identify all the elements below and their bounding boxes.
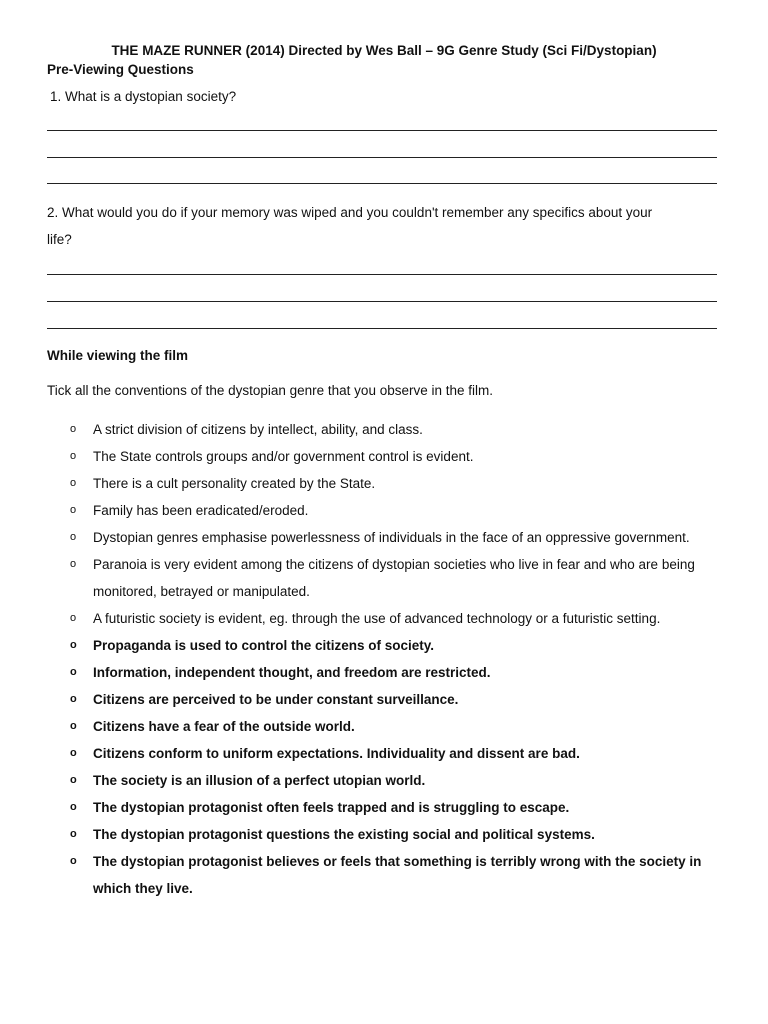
convention-text: The dystopian protagonist believes or feels that something is terribly wrong with the society in which they live.	[93, 854, 702, 896]
convention-item[interactable]	[0, 740, 768, 767]
convention-item[interactable]	[0, 416, 768, 443]
convention-text: A strict division of citizens by intellect, ability, and class.	[93, 422, 423, 437]
convention-text: The dystopian protagonist often feels trapped and is struggling to escape.	[93, 800, 570, 815]
convention-item[interactable]	[0, 497, 768, 524]
answer-line-q1-3[interactable]	[47, 183, 717, 184]
checkbox-bullet-icon: o	[70, 693, 77, 705]
convention-item[interactable]	[0, 713, 768, 740]
convention-item[interactable]	[0, 443, 768, 470]
checkbox-bullet-icon: o	[70, 720, 77, 732]
checkbox-bullet-icon: o	[70, 801, 77, 813]
answer-line-q2-2[interactable]	[47, 301, 717, 302]
checkbox-bullet-icon: o	[70, 639, 77, 651]
checkbox-bullet-icon: o	[70, 828, 77, 840]
worksheet-title: THE MAZE RUNNER (2014) Directed by Wes Ball – 9G Genre Study (Sci Fi/Dystopian)	[111, 43, 657, 58]
convention-item[interactable]	[0, 794, 768, 821]
convention-text: Information, independent thought, and freedom are restricted.	[93, 665, 491, 680]
checkbox-bullet-icon: o	[70, 666, 77, 678]
convention-text: Dystopian genres emphasise powerlessness of individuals in the face of an oppressive government.	[93, 530, 690, 545]
question-2-line-1: 2. What would you do if your memory was wiped and you couldn't remember any specifics about your	[47, 205, 653, 220]
convention-item[interactable]	[0, 821, 768, 848]
pre-viewing-heading: Pre-Viewing Questions	[47, 62, 194, 77]
checkbox-bullet-icon: o	[70, 477, 77, 489]
convention-item[interactable]	[0, 605, 768, 632]
checkbox-bullet-icon: o	[70, 612, 77, 624]
convention-item[interactable]	[0, 659, 768, 686]
answer-line-q1-2[interactable]	[47, 157, 717, 158]
checkbox-bullet-icon: o	[70, 450, 77, 462]
convention-item[interactable]	[0, 848, 768, 902]
convention-text: There is a cult personality created by the State.	[93, 476, 376, 491]
convention-item[interactable]	[0, 524, 768, 551]
convention-text: Propaganda is used to control the citizens of society.	[93, 638, 435, 653]
checkbox-bullet-icon: o	[70, 747, 77, 759]
convention-item[interactable]	[0, 632, 768, 659]
convention-text: Family has been eradicated/eroded.	[93, 503, 309, 518]
checkbox-bullet-icon: o	[70, 855, 77, 867]
answer-line-q2-3[interactable]	[47, 328, 717, 329]
conventions-checklist	[0, 416, 768, 902]
convention-text: The dystopian protagonist questions the existing social and political systems.	[93, 827, 595, 842]
instruction-text: Tick all the conventions of the dystopian genre that you observe in the film.	[47, 383, 494, 398]
convention-item[interactable]	[0, 551, 768, 605]
convention-text: A futuristic society is evident, eg. through the use of advanced technology or a futuristic setting.	[93, 611, 661, 626]
checkbox-bullet-icon: o	[70, 531, 77, 543]
convention-item[interactable]	[0, 470, 768, 497]
checkbox-bullet-icon: o	[70, 558, 77, 570]
convention-text: Paranoia is very evident among the citizens of dystopian societies who live in fear and who are being monitored, betrayed or manipulated.	[93, 557, 695, 599]
checkbox-bullet-icon: o	[70, 774, 77, 786]
convention-item[interactable]	[0, 686, 768, 713]
answer-line-q2-1[interactable]	[47, 274, 717, 275]
checkbox-bullet-icon: o	[70, 504, 77, 516]
convention-text: The society is an illusion of a perfect utopian world.	[93, 773, 426, 788]
question-1: 1. What is a dystopian society?	[50, 89, 237, 104]
convention-text: Citizens conform to uniform expectations. Individuality and dissent are bad.	[93, 746, 580, 761]
answer-line-q1-1[interactable]	[47, 130, 717, 131]
convention-text: Citizens have a fear of the outside world.	[93, 719, 355, 734]
convention-text: Citizens are perceived to be under constant surveillance.	[93, 692, 459, 707]
checkbox-bullet-icon: o	[70, 423, 77, 435]
convention-item[interactable]	[0, 767, 768, 794]
convention-text: The State controls groups and/or government control is evident.	[93, 449, 474, 464]
question-2-line-2: life?	[47, 232, 72, 247]
while-viewing-heading: While viewing the film	[47, 348, 189, 363]
